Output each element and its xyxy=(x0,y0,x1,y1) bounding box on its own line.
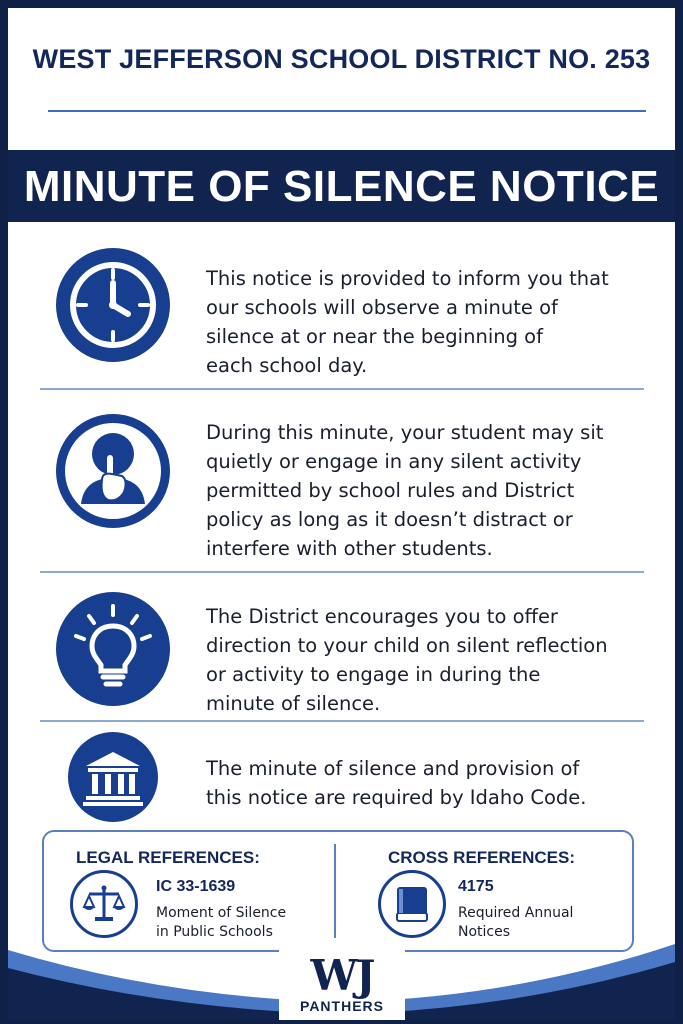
scales-icon xyxy=(70,870,138,938)
legal-reference-code: IC 33-1639 xyxy=(156,878,236,895)
text-line: each school day. xyxy=(206,354,368,377)
text-line: policy as long as it doesn’t distract or xyxy=(206,508,573,531)
text-line: silence at or near the beginning of xyxy=(206,325,543,348)
section-divider xyxy=(40,388,644,390)
legal-references-heading: LEGAL REFERENCES: xyxy=(76,848,260,867)
text-line: minute of silence. xyxy=(206,692,381,715)
legal-reference-description xyxy=(156,904,286,942)
text-line: The District encourages you to offer xyxy=(206,605,558,628)
ref-desc-line: Required Annual xyxy=(458,905,574,921)
clock-icon xyxy=(56,248,170,362)
header xyxy=(8,8,675,150)
text-line: this notice are required by Idaho Code. xyxy=(206,786,587,809)
silent-gesture-icon xyxy=(56,414,170,528)
cross-references-heading: CROSS REFERENCES: xyxy=(388,848,576,867)
notice-section-encouragement xyxy=(40,580,644,720)
notice-text xyxy=(206,754,636,812)
logo-mascot-name: PANTHERS xyxy=(300,998,384,1014)
title-banner xyxy=(8,150,675,222)
logo-letters: WJ xyxy=(310,951,374,1000)
text-line: During this minute, your student may sit xyxy=(206,421,604,444)
notice-text xyxy=(206,602,636,718)
cross-reference-code: 4175 xyxy=(458,878,494,895)
page-title: MINUTE OF SILENCE NOTICE xyxy=(23,162,660,211)
text-line: The minute of silence and provision of xyxy=(206,757,580,780)
notice-section-activity xyxy=(40,396,644,572)
notice-text xyxy=(206,418,636,563)
section-divider xyxy=(40,720,644,722)
text-line: direction to your child on silent reflection xyxy=(206,634,608,657)
header-divider xyxy=(48,110,646,112)
notice-section-requirement xyxy=(40,726,644,826)
text-line: quietly or engage in any silent activity xyxy=(206,450,582,473)
ref-desc-line: Moment of Silence xyxy=(156,905,287,921)
text-line: our schools will observe a minute of xyxy=(206,296,558,319)
text-line: interfere with other students. xyxy=(206,537,493,560)
lightbulb-icon xyxy=(56,592,170,706)
courthouse-icon xyxy=(68,732,158,822)
notice-section-schedule xyxy=(40,244,644,380)
book-icon xyxy=(378,870,446,938)
text-line: This notice is provided to inform you that xyxy=(206,267,609,290)
references-box xyxy=(42,830,634,952)
district-name: WEST JEFFERSON SCHOOL DISTRICT NO. 253 xyxy=(32,44,651,74)
section-divider xyxy=(40,571,644,573)
notice-text xyxy=(206,264,636,380)
text-line: or activity to engage in during the xyxy=(206,663,541,686)
cross-reference-description xyxy=(458,904,573,942)
ref-desc-line: in Public Schools xyxy=(156,924,273,940)
school-logo xyxy=(279,950,405,1020)
references-separator xyxy=(334,844,336,938)
ref-desc-line: Notices xyxy=(458,924,511,940)
text-line: permitted by school rules and District xyxy=(206,479,575,502)
notice-sheet xyxy=(8,8,675,1020)
